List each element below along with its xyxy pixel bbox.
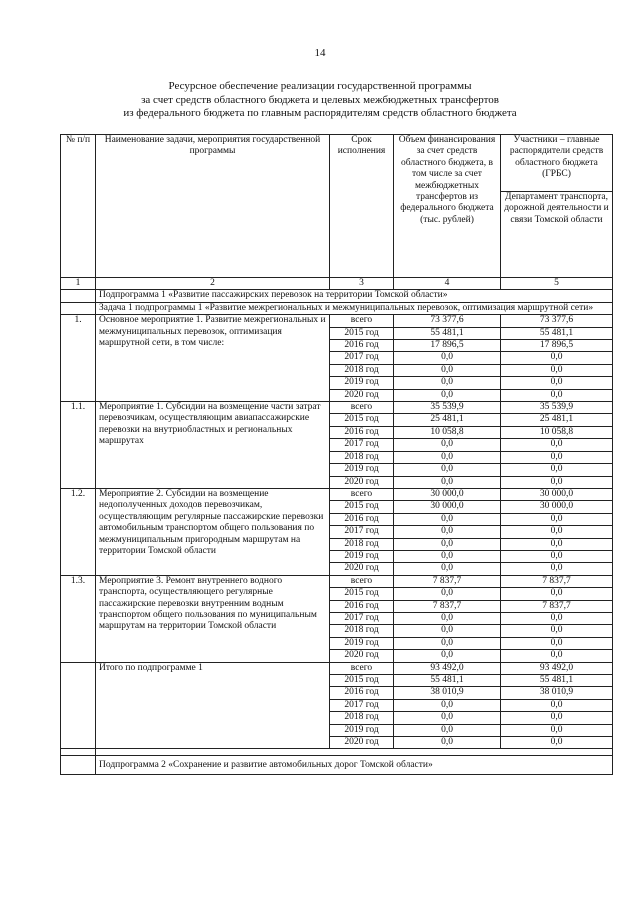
volume-cell: 0,0 [394, 364, 501, 376]
measure-name: Итого по подпрограмме 1 [96, 662, 330, 749]
document-title [60, 80, 580, 121]
period-cell: 2017 год [330, 352, 394, 364]
grbs-cell: 35 539,9 [501, 402, 613, 414]
volume-cell: 25 481,1 [394, 414, 501, 426]
volume-cell: 0,0 [394, 513, 501, 525]
grbs-cell: 0,0 [501, 464, 613, 476]
volume-cell: 0,0 [394, 377, 501, 389]
volume-cell: 55 481,1 [394, 675, 501, 687]
table-header-row [61, 135, 613, 192]
column-number: 2 [96, 278, 330, 290]
row-number: 1.3. [61, 575, 96, 662]
column-number: 1 [61, 278, 96, 290]
period-cell: 2020 год [330, 650, 394, 662]
measure-name: Основное мероприятие 1. Развитие межрегиональных и межмуниципальных перевозок, оптимизация маршрутной сети, в том числе: [96, 315, 330, 402]
table-row [61, 662, 613, 674]
volume-cell: 10 058,8 [394, 426, 501, 438]
grbs-cell: 0,0 [501, 439, 613, 451]
table-row [61, 315, 613, 327]
title-line-3: из федерального бюджета по главным распорядителям средств областного бюджета [123, 107, 517, 119]
period-cell: 2019 год [330, 550, 394, 562]
period-cell: 2019 год [330, 377, 394, 389]
measure-name: Мероприятие 3. Ремонт внутреннего водного транспорта, осуществляющего регулярные пассажирские перевозки внутренним водным транспортом общего пользования по муниципальным маршрутам на территории Томской области [96, 575, 330, 662]
grbs-cell: 0,0 [501, 513, 613, 525]
period-cell: всего [330, 402, 394, 414]
period-cell: 2015 год [330, 327, 394, 339]
table-row [61, 402, 613, 414]
volume-cell: 93 492,0 [394, 662, 501, 674]
period-cell: всего [330, 575, 394, 587]
grbs-cell: 0,0 [501, 352, 613, 364]
period-cell: 2019 год [330, 637, 394, 649]
page-number: 14 [314, 47, 326, 59]
volume-cell: 0,0 [394, 389, 501, 401]
grbs-cell: 7 837,7 [501, 600, 613, 612]
volume-cell: 30 000,0 [394, 501, 501, 513]
grbs-cell: 0,0 [501, 625, 613, 637]
volume-cell: 0,0 [394, 439, 501, 451]
blank-cell [96, 749, 613, 756]
period-cell: 2016 год [330, 340, 394, 352]
grbs-cell: 0,0 [501, 526, 613, 538]
header-term: Срок исполнения [330, 135, 394, 278]
subprogram-row [61, 290, 613, 302]
row-number: 1. [61, 315, 96, 402]
volume-cell: 0,0 [394, 625, 501, 637]
spacer-row [61, 749, 613, 756]
period-cell: 2017 год [330, 439, 394, 451]
period-cell: 2015 год [330, 414, 394, 426]
blank-cell [61, 302, 96, 314]
volume-cell: 0,0 [394, 538, 501, 550]
period-cell: 2015 год [330, 588, 394, 600]
volume-cell: 0,0 [394, 451, 501, 463]
period-cell: 2019 год [330, 724, 394, 736]
volume-cell: 17 896,5 [394, 340, 501, 352]
column-number: 5 [501, 278, 613, 290]
volume-cell: 38 010,9 [394, 687, 501, 699]
row-number: 1.2. [61, 488, 96, 575]
volume-cell: 55 481,1 [394, 327, 501, 339]
period-cell: 2016 год [330, 426, 394, 438]
measure-name: Мероприятие 2. Субсидии на возмещение недополученных доходов перевозчикам, осуществляющим регулярные пассажирские перевозки автомобильным транспортом общего пользования по межмуниципальным пригородным маршрутам на территории Томской области [96, 488, 330, 575]
column-number-row [61, 278, 613, 290]
grbs-cell: 0,0 [501, 588, 613, 600]
header-participants-sub: Департамент транспорта, дорожной деятельности и связи Томской области [501, 192, 613, 278]
period-cell: всего [330, 315, 394, 327]
column-number: 4 [394, 278, 501, 290]
header-volume: Объем финансирования за счет средств областного бюджета, в том числе за счет межбюджетных трансфертов из федерального бюджета (тыс. рублей) [394, 135, 501, 278]
volume-cell: 0,0 [394, 612, 501, 624]
row-number [61, 662, 96, 749]
grbs-cell: 10 058,8 [501, 426, 613, 438]
grbs-cell: 55 481,1 [501, 327, 613, 339]
volume-cell: 7 837,7 [394, 575, 501, 587]
table-row [61, 575, 613, 587]
grbs-cell: 0,0 [501, 476, 613, 488]
grbs-cell: 30 000,0 [501, 488, 613, 500]
volume-cell: 0,0 [394, 637, 501, 649]
title-line-1: Ресурсное обеспечение реализации государственной программы [168, 80, 472, 92]
task-1-title: Задача 1 подпрограммы 1 «Развитие межрегиональных и межмуниципальных перевозок, оптимизация маршрутной сети» [96, 302, 613, 314]
volume-cell: 30 000,0 [394, 488, 501, 500]
period-cell: 2020 год [330, 476, 394, 488]
volume-cell: 0,0 [394, 526, 501, 538]
grbs-cell: 0,0 [501, 650, 613, 662]
volume-cell: 0,0 [394, 464, 501, 476]
grbs-cell: 30 000,0 [501, 501, 613, 513]
grbs-cell: 0,0 [501, 389, 613, 401]
period-cell: 2017 год [330, 612, 394, 624]
groups-body [61, 315, 613, 749]
period-cell: 2020 год [330, 389, 394, 401]
period-cell: 2016 год [330, 600, 394, 612]
measure-name: Мероприятие 1. Субсидии на возмещение части затрат перевозчикам, осуществляющим авиапассажирские перевозки на внутриобластных и региональных маршрутах [96, 402, 330, 489]
period-cell: 2015 год [330, 501, 394, 513]
subprogram-row [61, 756, 613, 775]
row-number: 1.1. [61, 402, 96, 489]
grbs-cell: 73 377,6 [501, 315, 613, 327]
volume-cell: 0,0 [394, 737, 501, 749]
period-cell: 2016 год [330, 687, 394, 699]
grbs-cell: 0,0 [501, 712, 613, 724]
grbs-cell: 17 896,5 [501, 340, 613, 352]
subprogram-2-title: Подпрограмма 2 «Сохранение и развитие автомобильных дорог Томской области» [96, 756, 613, 775]
volume-cell: 0,0 [394, 476, 501, 488]
grbs-cell: 0,0 [501, 364, 613, 376]
grbs-cell: 0,0 [501, 637, 613, 649]
period-cell: 2018 год [330, 451, 394, 463]
volume-cell: 0,0 [394, 699, 501, 711]
grbs-cell: 93 492,0 [501, 662, 613, 674]
grbs-cell: 0,0 [501, 550, 613, 562]
volume-cell: 0,0 [394, 724, 501, 736]
volume-cell: 0,0 [394, 352, 501, 364]
period-cell: 2020 год [330, 737, 394, 749]
table-row [61, 488, 613, 500]
grbs-cell: 0,0 [501, 724, 613, 736]
task-row [61, 302, 613, 314]
grbs-cell: 25 481,1 [501, 414, 613, 426]
grbs-cell: 0,0 [501, 538, 613, 550]
period-cell: всего [330, 662, 394, 674]
period-cell: 2018 год [330, 625, 394, 637]
period-cell: 2019 год [330, 464, 394, 476]
volume-cell: 0,0 [394, 712, 501, 724]
volume-cell: 0,0 [394, 588, 501, 600]
header-participants: Участники – главные распорядители средств областного бюджета (ГРБС) [501, 135, 613, 192]
resource-table [60, 134, 613, 775]
volume-cell: 35 539,9 [394, 402, 501, 414]
column-number: 3 [330, 278, 394, 290]
grbs-cell: 0,0 [501, 377, 613, 389]
volume-cell: 0,0 [394, 563, 501, 575]
title-line-2: за счет средств областного бюджета и целевых межбюджетных трансфертов [141, 93, 499, 106]
subprogram-1-title: Подпрограмма 1 «Развитие пассажирских перевозок на территории Томской области» [96, 290, 613, 302]
blank-cell [61, 749, 96, 756]
period-cell: 2015 год [330, 675, 394, 687]
period-cell: 2016 год [330, 513, 394, 525]
volume-cell: 0,0 [394, 550, 501, 562]
grbs-cell: 0,0 [501, 699, 613, 711]
period-cell: 2020 год [330, 563, 394, 575]
volume-cell: 0,0 [394, 650, 501, 662]
volume-cell: 7 837,7 [394, 600, 501, 612]
period-cell: 2018 год [330, 538, 394, 550]
grbs-cell: 0,0 [501, 563, 613, 575]
grbs-cell: 7 837,7 [501, 575, 613, 587]
header-name: Наименование задачи, мероприятия государственной программы [96, 135, 330, 278]
period-cell: 2018 год [330, 364, 394, 376]
period-cell: всего [330, 488, 394, 500]
header-num: № п/п [61, 135, 96, 278]
grbs-cell: 55 481,1 [501, 675, 613, 687]
blank-cell [61, 756, 96, 775]
grbs-cell: 0,0 [501, 451, 613, 463]
grbs-cell: 38 010,9 [501, 687, 613, 699]
volume-cell: 73 377,6 [394, 315, 501, 327]
blank-cell [61, 290, 96, 302]
period-cell: 2017 год [330, 526, 394, 538]
period-cell: 2017 год [330, 699, 394, 711]
grbs-cell: 0,0 [501, 737, 613, 749]
period-cell: 2018 год [330, 712, 394, 724]
grbs-cell: 0,0 [501, 612, 613, 624]
